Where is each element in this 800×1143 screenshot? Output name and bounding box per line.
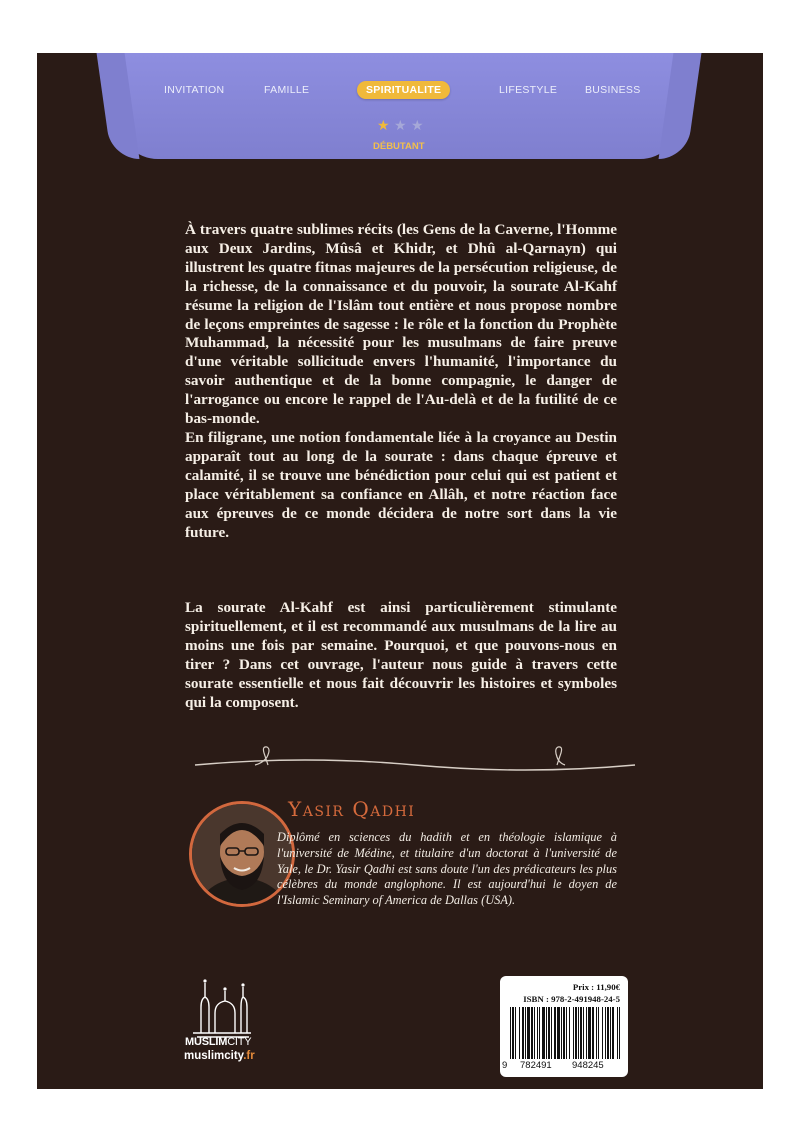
tab-invitation[interactable]: INVITATION: [164, 84, 225, 96]
star-filled-icon: ★: [377, 118, 390, 134]
muslimcity-logo: [185, 973, 255, 1045]
description-paragraph-1: À travers quatre sublimes récits (les Gens de la Caverne, l'Homme aux Deux Jardins, Mûsâ et Khidr, et Dhû al-Qarnayn) qui illustrent les quatre fitnas majeures de la persécution religieuse, de la richesse, de la connaissance et du pouvoir, la sourate Al-Kahf résume la religion de l'Islâm tout entière et nous propose nombre de leçons empreintes de sagesse : le rôle et la fonction du Prophète Muhammad, la nécessité pour les musulmans de faire preuve d'une véritable sollicitude envers l'humanité, l'importance du savoir authentique et de la bonne compagnie, le danger de l'arrogance ou encore le rappel de l'Au-delà et de la futilité de ce bas-monde.: [185, 221, 617, 428]
divider-ornament: [185, 741, 645, 781]
publisher-brand: [185, 1036, 251, 1048]
star-empty-icon: ★: [394, 118, 407, 134]
level-rating: [377, 119, 427, 133]
tab-lifestyle[interactable]: LIFESTYLE: [499, 84, 558, 96]
tab-spiritualite[interactable]: SPIRITUALITE: [357, 81, 450, 99]
barcode-image: [508, 1007, 622, 1059]
publisher-site-tld: .fr: [243, 1050, 255, 1062]
level-label: DÉBUTANT: [373, 141, 425, 152]
barcode-digits-right: 948245: [572, 1060, 604, 1071]
author-bio: Diplômé en sciences du hadith et en théologie islamique à l'université de Médine, et titulaire d'un doctorat à l'université de Yale, le Dr. Yasir Qadhi est sans doute l'un des prédicateurs les plus célèbres du monde anglophone. Il est aujourd'hui le doyen de l'Islamic Seminary of America de Dallas (USA).: [277, 830, 617, 908]
publisher-website[interactable]: [184, 1050, 255, 1062]
isbn-label: ISBN : 978-2-491948-24-5: [523, 994, 620, 1004]
publisher-site-name: muslimcity: [184, 1050, 244, 1062]
author-name: Yasir Qadhi: [288, 797, 416, 821]
publisher-brand-sub: CITY: [227, 1036, 252, 1048]
back-cover: [37, 53, 763, 1089]
description-paragraph-3: La sourate Al-Kahf est ainsi particulièrement stimulante spirituellement, et il est recommandé aux musulmans de la lire au moins une fois par semaine. Pourquoi, et que pouvons-nous en tirer ? Dans cet ouvrage, l'auteur nous guide à travers cette sourate essentielle et nous fait découvrir les histoires et symboles qui la composent.: [185, 599, 617, 711]
tab-business[interactable]: BUSINESS: [585, 84, 641, 96]
barcode-digits-left: 782491: [520, 1060, 552, 1071]
barcode-digit-prefix: 9: [502, 1060, 508, 1071]
publisher-brand-main: MUSLIM: [185, 1036, 228, 1048]
description-paragraph-2: En filigrane, une notion fondamentale liée à la croyance au Destin apparaît tout au long de la sourate : dans chaque épreuve et calamité, il se trouve une bénédiction pour celui qui est patient et place véritablement sa confiance en Allâh, et notre réaction face aux épreuves de ce monde décidera de notre sort dans la vie future.: [185, 429, 617, 541]
tab-famille[interactable]: FAMILLE: [264, 84, 310, 96]
star-empty-icon: ★: [411, 118, 424, 134]
barcode-label: [500, 976, 628, 1077]
price-label: Prix : 11,90€: [572, 982, 620, 992]
